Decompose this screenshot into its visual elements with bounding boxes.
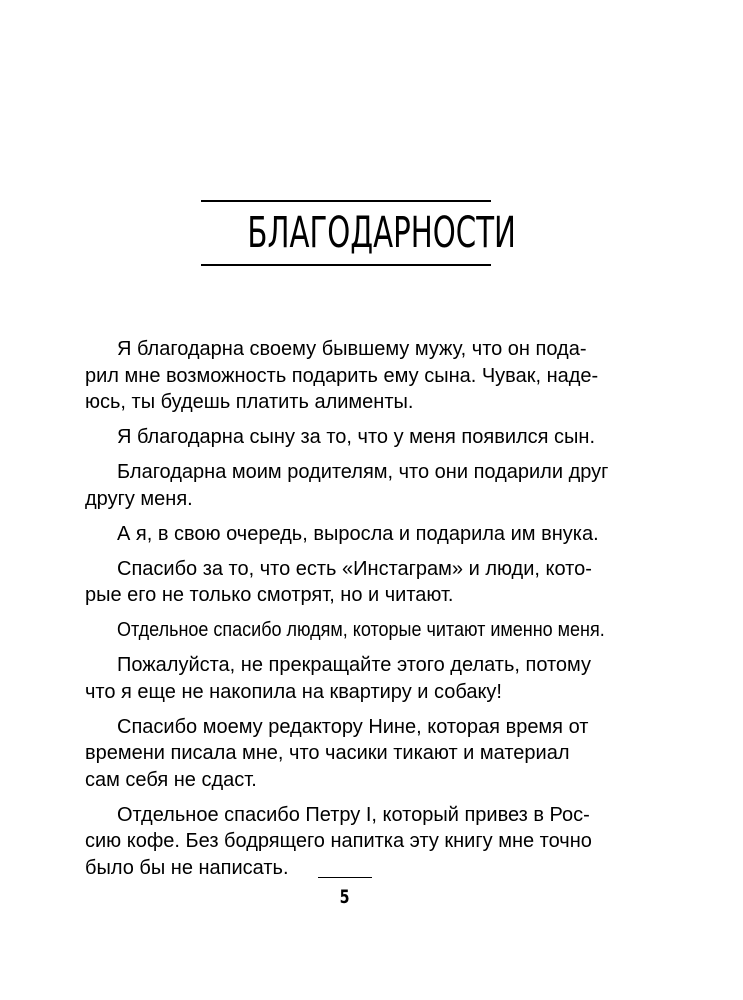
text-line: Я благодарна своему бывшему мужу, что он пода- (117, 338, 587, 360)
text-line (85, 617, 605, 644)
paragraph (85, 802, 605, 882)
text-line: Благодарна моим родителям, что они подарили друг (117, 461, 609, 483)
text-line: было бы не написать. (85, 856, 289, 879)
text-line: Спасибо моему редактору Нине, которая время от (117, 715, 589, 738)
page-footer (318, 877, 372, 908)
text-line: времени писала мне, что часики тикают и материал (85, 742, 570, 764)
text-line: А я, в свою очередь, выросла и подарила им внука. (117, 522, 599, 545)
page-number: 5 (340, 886, 350, 908)
text-line: Спасибо за то, что есть «Инстаграм» и люди, кото- (117, 557, 592, 580)
text-line: что я еще не накопила на квартиру и собаку! (85, 680, 502, 703)
paragraph (85, 336, 605, 416)
paragraph (85, 617, 605, 644)
paragraph (85, 424, 605, 451)
text-line: Я благодарна сыну за то, что у меня появился сын. (117, 426, 596, 448)
text-line: юсь, ты будешь платить алименты. (85, 391, 414, 413)
paragraph (85, 521, 605, 548)
paragraph (85, 652, 605, 705)
text-line: Отдельное спасибо Петру I, который привез в Рос- (117, 803, 590, 826)
heading-bottom-rule (201, 264, 491, 266)
text-line: рил мне возможность подарить ему сына. Чувак, наде- (85, 364, 599, 387)
chapter-title: БЛАГОДАРНОСТИ (247, 208, 516, 258)
text-line: сам себя не сдаст. (85, 768, 257, 791)
text-line: сию кофе. Без бодрящего напитка эту книгу мне точно (85, 830, 592, 852)
acknowledgements-text (85, 336, 609, 881)
chapter-heading (201, 200, 516, 266)
paragraph (85, 714, 605, 794)
condensed-text: Отдельное спасибо людям, которые читают именно меня. (117, 619, 605, 641)
footer-rule (318, 877, 372, 878)
text-line: Пожалуйста, не прекращайте этого делать, потому (117, 654, 592, 676)
paragraph (85, 556, 605, 609)
paragraph (85, 459, 609, 512)
text-line: рые его не только смотрят, но и читают. (85, 584, 454, 606)
text-line: другу меня. (85, 487, 193, 510)
